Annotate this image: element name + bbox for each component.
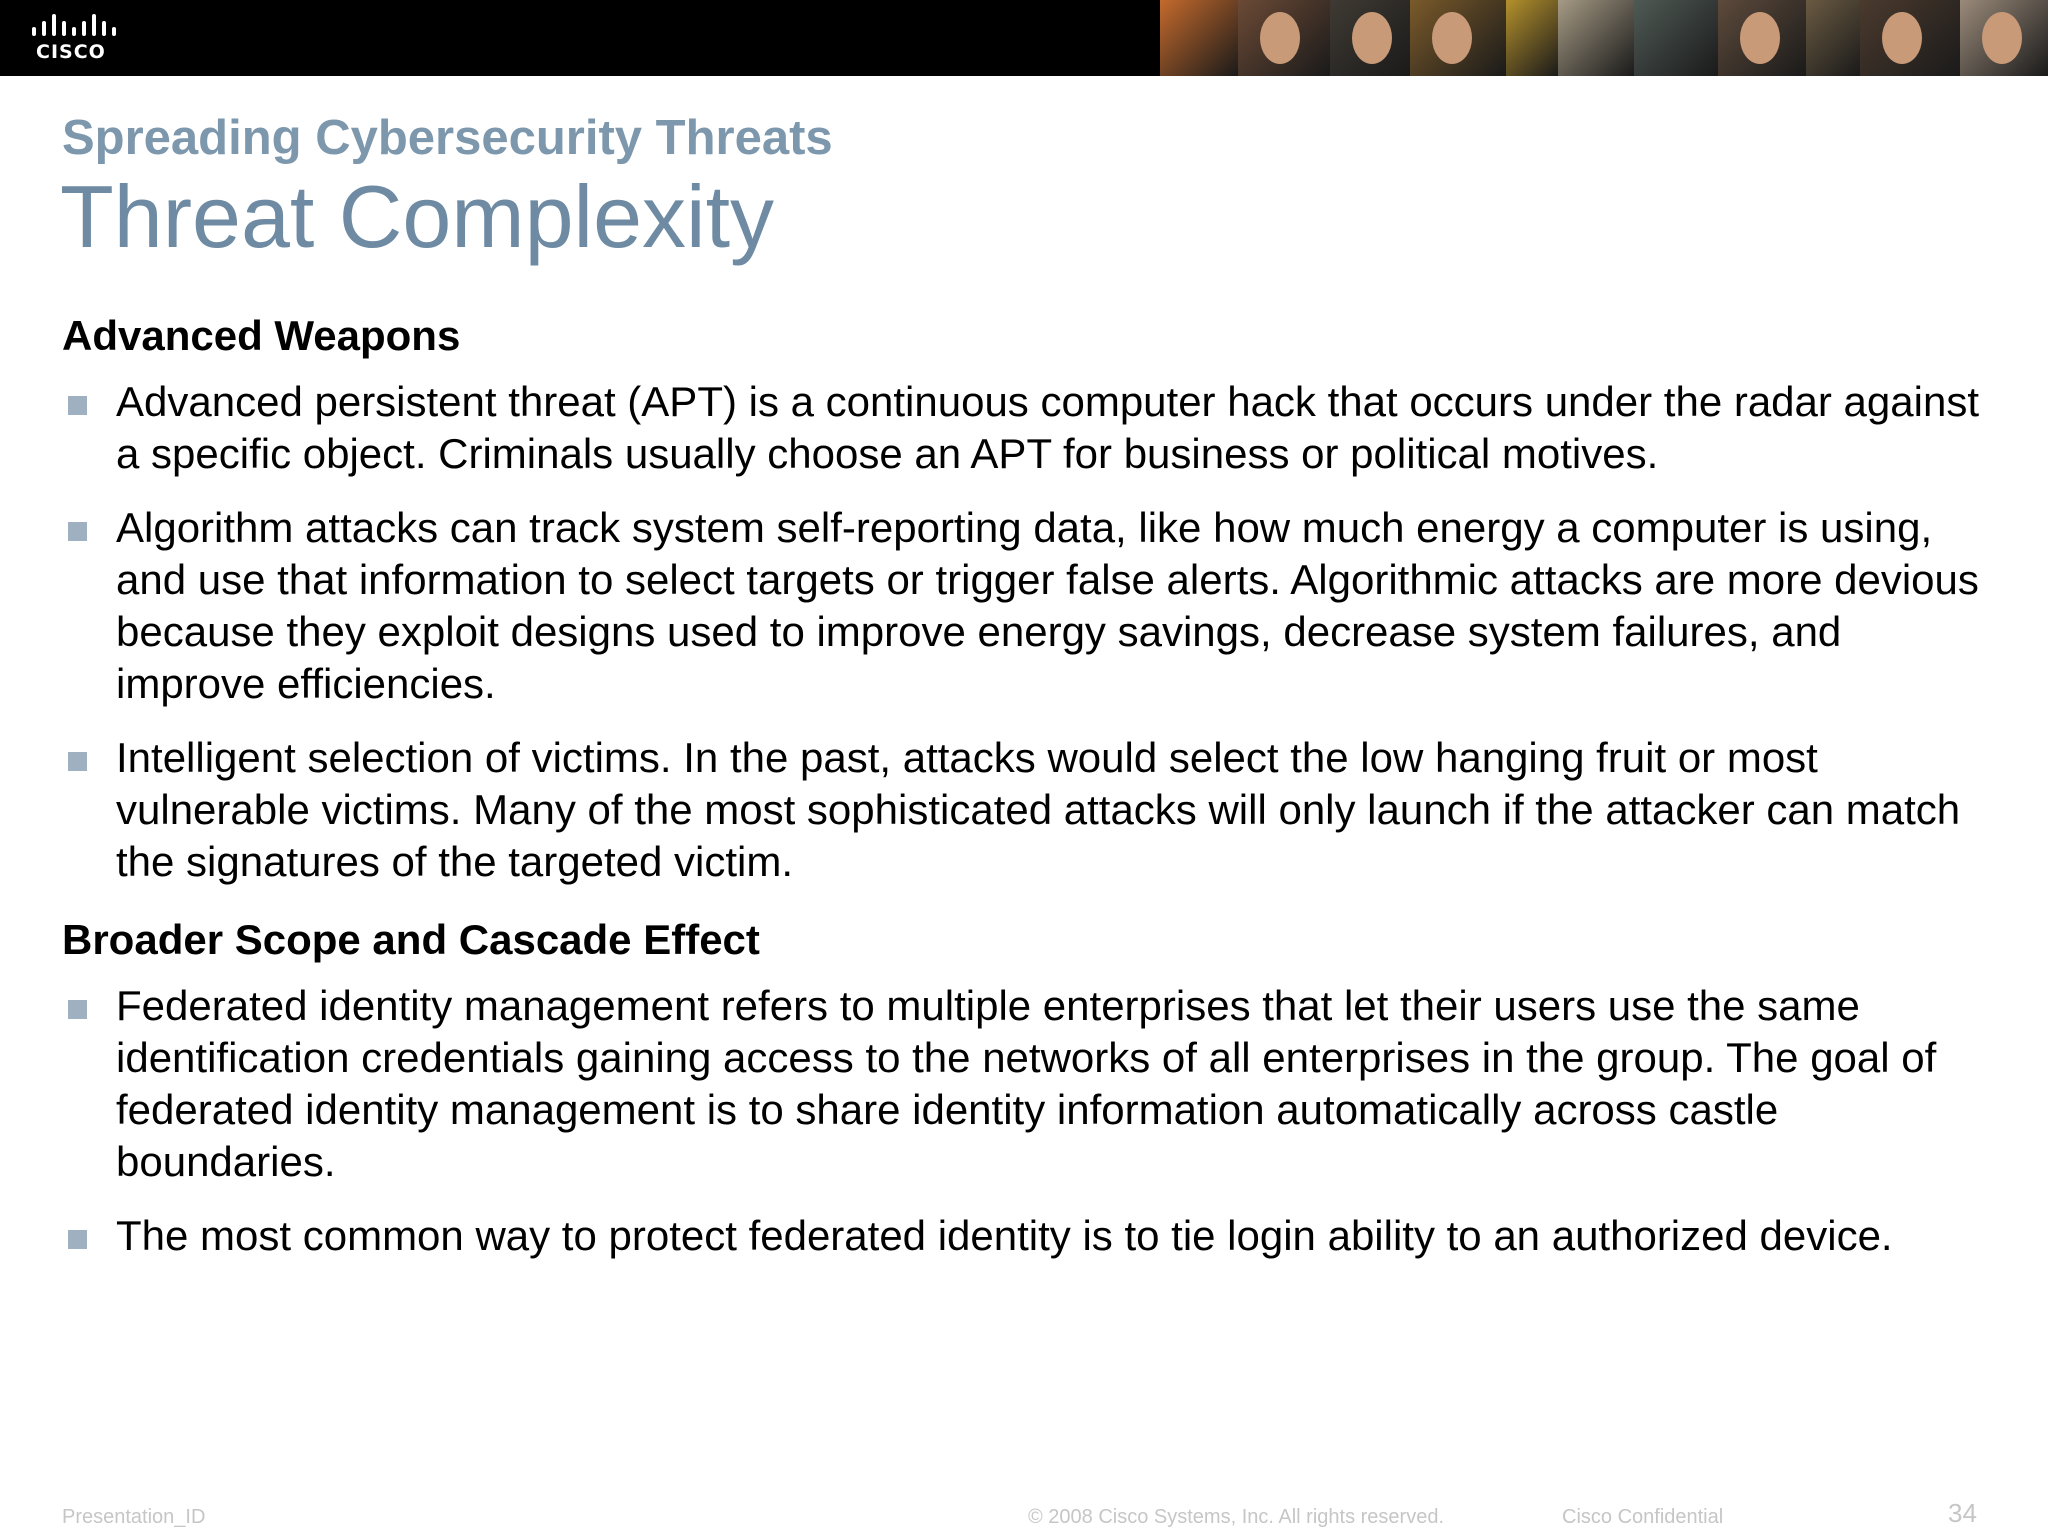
abstract-orange-photo (1160, 0, 1238, 76)
face-shape (1432, 12, 1472, 64)
list-item (62, 502, 1992, 710)
list-item (62, 1210, 1992, 1262)
face-shape (1982, 12, 2022, 64)
square-bullet-icon (68, 1000, 87, 1019)
face-shape (1740, 12, 1780, 64)
footer-copyright: © 2008 Cisco Systems, Inc. All rights reserved. (1028, 1506, 1445, 1528)
young-woman-portrait-photo (1718, 0, 1806, 76)
header-bar (0, 0, 2048, 76)
woman-portrait-photo (1238, 0, 1330, 76)
man-portrait-photo (1860, 0, 1960, 76)
bullet-text: Algorithm attacks can track system self-reporting data, like how much energy a computer is using, and use that information to select targets or trigger false alerts. Algorithmic attacks are more devious because they exploit designs used to improve energy savings, decrease system failures, and improve efficiencies. (116, 504, 1979, 707)
gold-pattern-photo (1506, 0, 1558, 76)
header-photo-strip (1160, 0, 2048, 76)
footer-presentation-id: Presentation_ID (62, 1506, 206, 1528)
chalkboard-photo (1634, 0, 1718, 76)
list-item (62, 732, 1992, 888)
bullet-text: The most common way to protect federated identity is to tie login ability to an authorized device. (116, 1212, 1893, 1259)
list-item (62, 376, 1992, 480)
list-item (62, 980, 1992, 1188)
section-broader-scope (62, 910, 1992, 1262)
face-shape (1352, 12, 1392, 64)
square-bullet-icon (68, 396, 87, 415)
face-shape (1260, 12, 1300, 64)
slide-body (62, 306, 1992, 1284)
man-with-cap-photo (1960, 0, 2048, 76)
cisco-logo (30, 14, 120, 62)
bullet-text: Advanced persistent threat (APT) is a continuous computer hack that occurs under the radar against a specific object. Criminals usually choose an APT for business or political motives. (116, 378, 1979, 477)
face-shape (1882, 12, 1922, 64)
books-photo (1806, 0, 1860, 76)
square-bullet-icon (68, 1230, 87, 1249)
square-bullet-icon (68, 522, 87, 541)
slide-title: Threat Complexity (60, 167, 775, 266)
page-number: 34 (1948, 1498, 1977, 1528)
student-writing-photo (1558, 0, 1634, 76)
slide-subtitle: Spreading Cybersecurity Threats (62, 111, 833, 165)
section-advanced-weapons (62, 306, 1992, 888)
section-heading: Broader Scope and Cascade Effect (62, 916, 760, 963)
cisco-bridge-icon (32, 14, 116, 38)
logo-wordmark: CISCO (36, 41, 106, 63)
section-heading: Advanced Weapons (62, 312, 461, 359)
smiling-man-portrait-photo (1410, 0, 1506, 76)
footer-confidential: Cisco Confidential (1562, 1506, 1724, 1528)
bullet-text: Federated identity management refers to multiple enterprises that let their users use the same identification credentials gaining access to the networks of all enterprises in the group. The goal of federated identity management is to share identity information automatically across castle boundaries. (116, 982, 1937, 1185)
bullet-text: Intelligent selection of victims. In the past, attacks would select the low hanging fruit or most vulnerable victims. Many of the most sophisticated attacks will only launch if the attacker can match the signatures of the targeted victim. (116, 734, 1961, 885)
square-bullet-icon (68, 752, 87, 771)
man-thinking-photo (1330, 0, 1410, 76)
